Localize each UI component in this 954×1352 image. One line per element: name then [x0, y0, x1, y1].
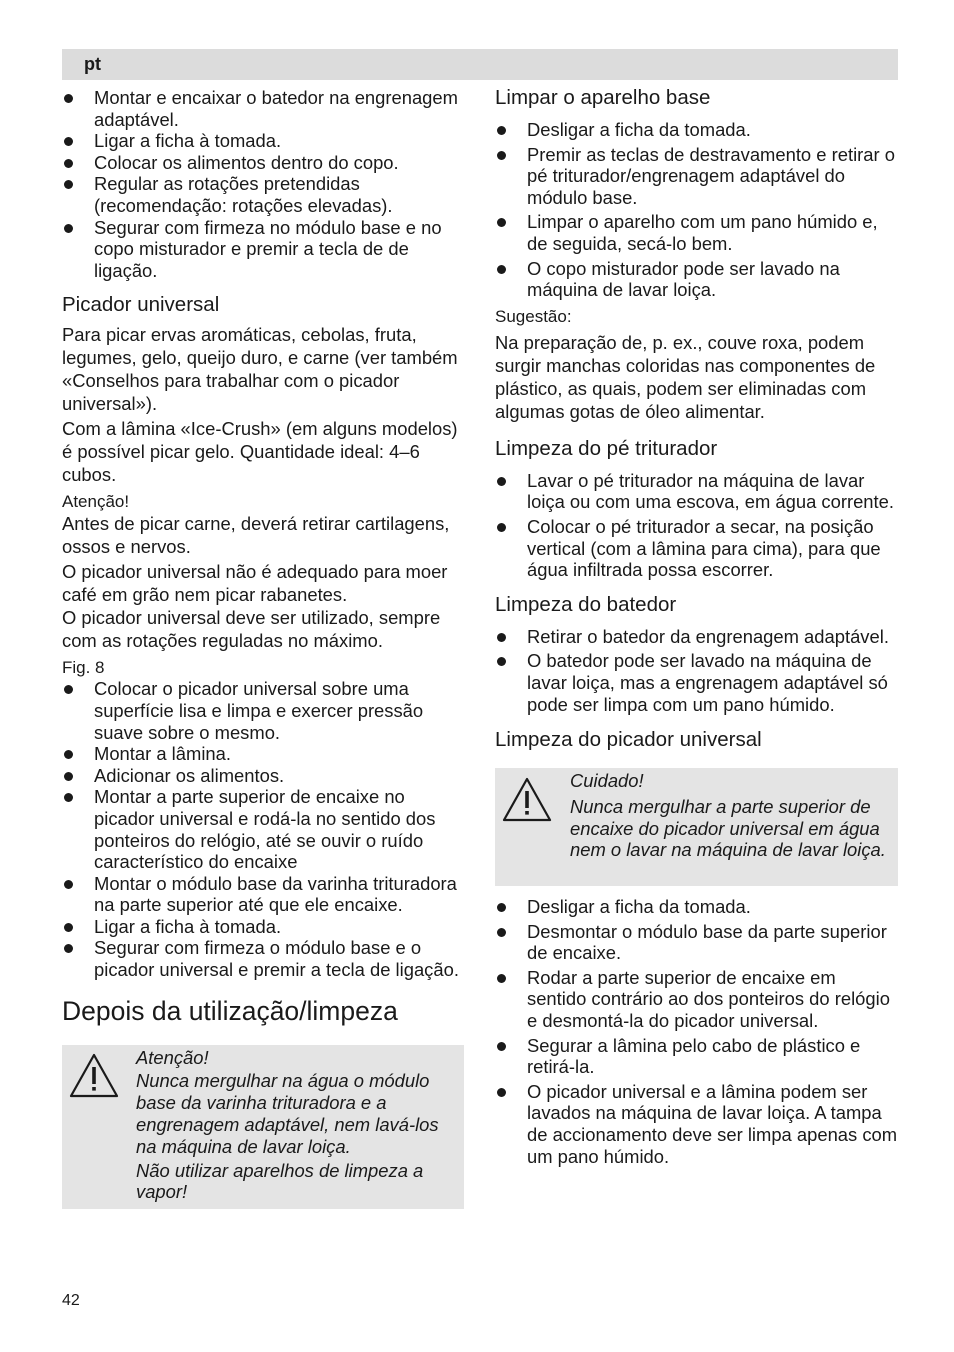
paragraph: Com a lâmina «Ice-Crush» (em alguns modelos) é possível picar gelo. Quantidade ideal: 4–6 cubos.: [62, 418, 458, 486]
list-item: Ligar a ficha à tomada.: [62, 916, 464, 938]
warning-triangle-icon: [68, 1052, 120, 1100]
caution-text: Nunca mergulhar a parte superior de encaixe do picador universal em água nem o lavar na máquina de lavar loiça.: [570, 795, 886, 861]
list-item: Adicionar os alimentos.: [62, 765, 464, 787]
list-item: Montar a lâmina.: [62, 743, 464, 765]
list-item: O copo misturador pode ser lavado na máquina de lavar loiça.: [495, 258, 898, 301]
intro-list: [62, 87, 464, 281]
language-code: pt: [84, 54, 101, 74]
sugestao-label: Sugestão:: [495, 306, 572, 326]
caution-box: [495, 768, 898, 886]
list-item: Premir as teclas de destravamento e retirar o pé triturador/engrenagem adaptável do módulo base.: [495, 144, 898, 209]
list-item: Segurar com firmeza o módulo base e o picador universal e premir a tecla de ligação.: [62, 937, 464, 980]
section-title-picador-limpeza: Limpeza do picador universal: [495, 728, 762, 752]
language-header-bar: [62, 49, 898, 80]
warning-triangle-icon: [501, 776, 553, 824]
list-item: Regular as rotações pretendidas (recomendação: rotações elevadas).: [62, 173, 464, 216]
paragraph: Antes de picar carne, deverá retirar cartilagens, ossos e nervos.: [62, 513, 450, 558]
section-title-batedor: Limpeza do batedor: [495, 592, 677, 616]
warning-text: Não utilizar aparelhos de limpeza a vapor!: [136, 1159, 424, 1203]
list-item: Desmontar o módulo base da parte superior de encaixe.: [495, 921, 898, 964]
list-item: Colocar o pé triturador a secar, na posição vertical (com a lâmina para cima), para que água infiltrada possa escorrer.: [495, 516, 898, 581]
fig-steps-list: [62, 678, 464, 980]
warning-box: [62, 1045, 464, 1209]
list-item: Rodar a parte superior de encaixe em sentido contrário ao dos ponteiros do relógio e desmontá-la do picador universal.: [495, 967, 898, 1032]
list-item: Montar o módulo base da varinha trituradora na parte superior até que ele encaixe.: [62, 873, 464, 916]
paragraph: O picador universal não é adequado para moer café em grão nem picar rabanetes.: [62, 561, 448, 606]
picador-limpeza-list: [495, 896, 898, 1167]
warning-text: Nunca mergulhar na água o módulo base da varinha trituradora e a engrenagem adaptável, nem lavá-los na máquina de lavar loiça.: [136, 1070, 439, 1157]
paragraph: Na preparação de, p. ex., couve roxa, podem surgir manchas coloridas nas componentes de plástico, as quais, podem ser eliminadas com algumas gotas de óleo alimentar.: [495, 331, 876, 422]
list-item: O batedor pode ser lavado na máquina de lavar loiça, mas a engrenagem adaptável só pode ser limpa com um pano húmido.: [495, 650, 898, 715]
section-title-pe: Limpeza do pé triturador: [495, 436, 718, 460]
figure-label: Fig. 8: [62, 658, 105, 678]
list-item: Segurar a lâmina pelo cabo de plástico e retirá-la.: [495, 1035, 898, 1078]
right-column: [495, 86, 898, 1167]
paragraph: Para picar ervas aromáticas, cebolas, fruta, legumes, gelo, queijo duro, e carne (ver também «Conselhos para trabalhar com o picador universal»).: [62, 324, 458, 415]
left-column: [62, 86, 464, 1209]
list-item: Montar a parte superior de encaixe no picador universal e rodá-la no sentido dos ponteiros do relógio, até se ouvir o ruído característico do encaixe: [62, 786, 464, 872]
limpar-list: [495, 119, 898, 301]
pe-list: [495, 470, 898, 581]
page-number: 42: [62, 1292, 80, 1309]
list-item: Colocar os alimentos dentro do copo.: [62, 152, 464, 174]
caution-content: [570, 770, 888, 861]
list-item: Limpar o aparelho com um pano húmido e, de seguida, secá-lo bem.: [495, 211, 898, 254]
list-item: Desligar a ficha da tomada.: [495, 896, 898, 918]
warning-content: [136, 1047, 458, 1204]
list-item: Lavar o pé triturador na máquina de lavar loiça ou com uma escova, em água corrente.: [495, 470, 898, 513]
chapter-title: Depois da utilização/limpeza: [62, 995, 398, 1026]
list-item: Segurar com firmeza no módulo base e no copo misturador e premir a tecla de de ligação.: [62, 217, 464, 282]
list-item: Ligar a ficha à tomada.: [62, 130, 464, 152]
batedor-list: [495, 626, 898, 715]
list-item: Montar e encaixar o batedor na engrenagem adaptável.: [62, 87, 464, 130]
atencao-label: Atenção!: [62, 492, 130, 512]
list-item: Colocar o picador universal sobre uma superfície lisa e limpa e exercer pressão suave sobre o mesmo.: [62, 678, 464, 743]
section-title-picador: Picador universal: [62, 293, 220, 317]
paragraph: O picador universal deve ser utilizado, sempre com as rotações reguladas no máximo.: [62, 607, 441, 652]
section-title-limpar: Limpar o aparelho base: [495, 86, 711, 109]
list-item: Retirar o batedor da engrenagem adaptável.: [495, 626, 898, 648]
list-item: Desligar a ficha da tomada.: [495, 119, 898, 141]
caution-title: Cuidado!: [570, 770, 644, 792]
warning-title: Atenção!: [136, 1046, 209, 1068]
list-item: O picador universal e a lâmina podem ser lavados na máquina de lavar loiça. A tampa de accionamento deve ser limpa apenas com um pano húmido.: [495, 1081, 898, 1167]
